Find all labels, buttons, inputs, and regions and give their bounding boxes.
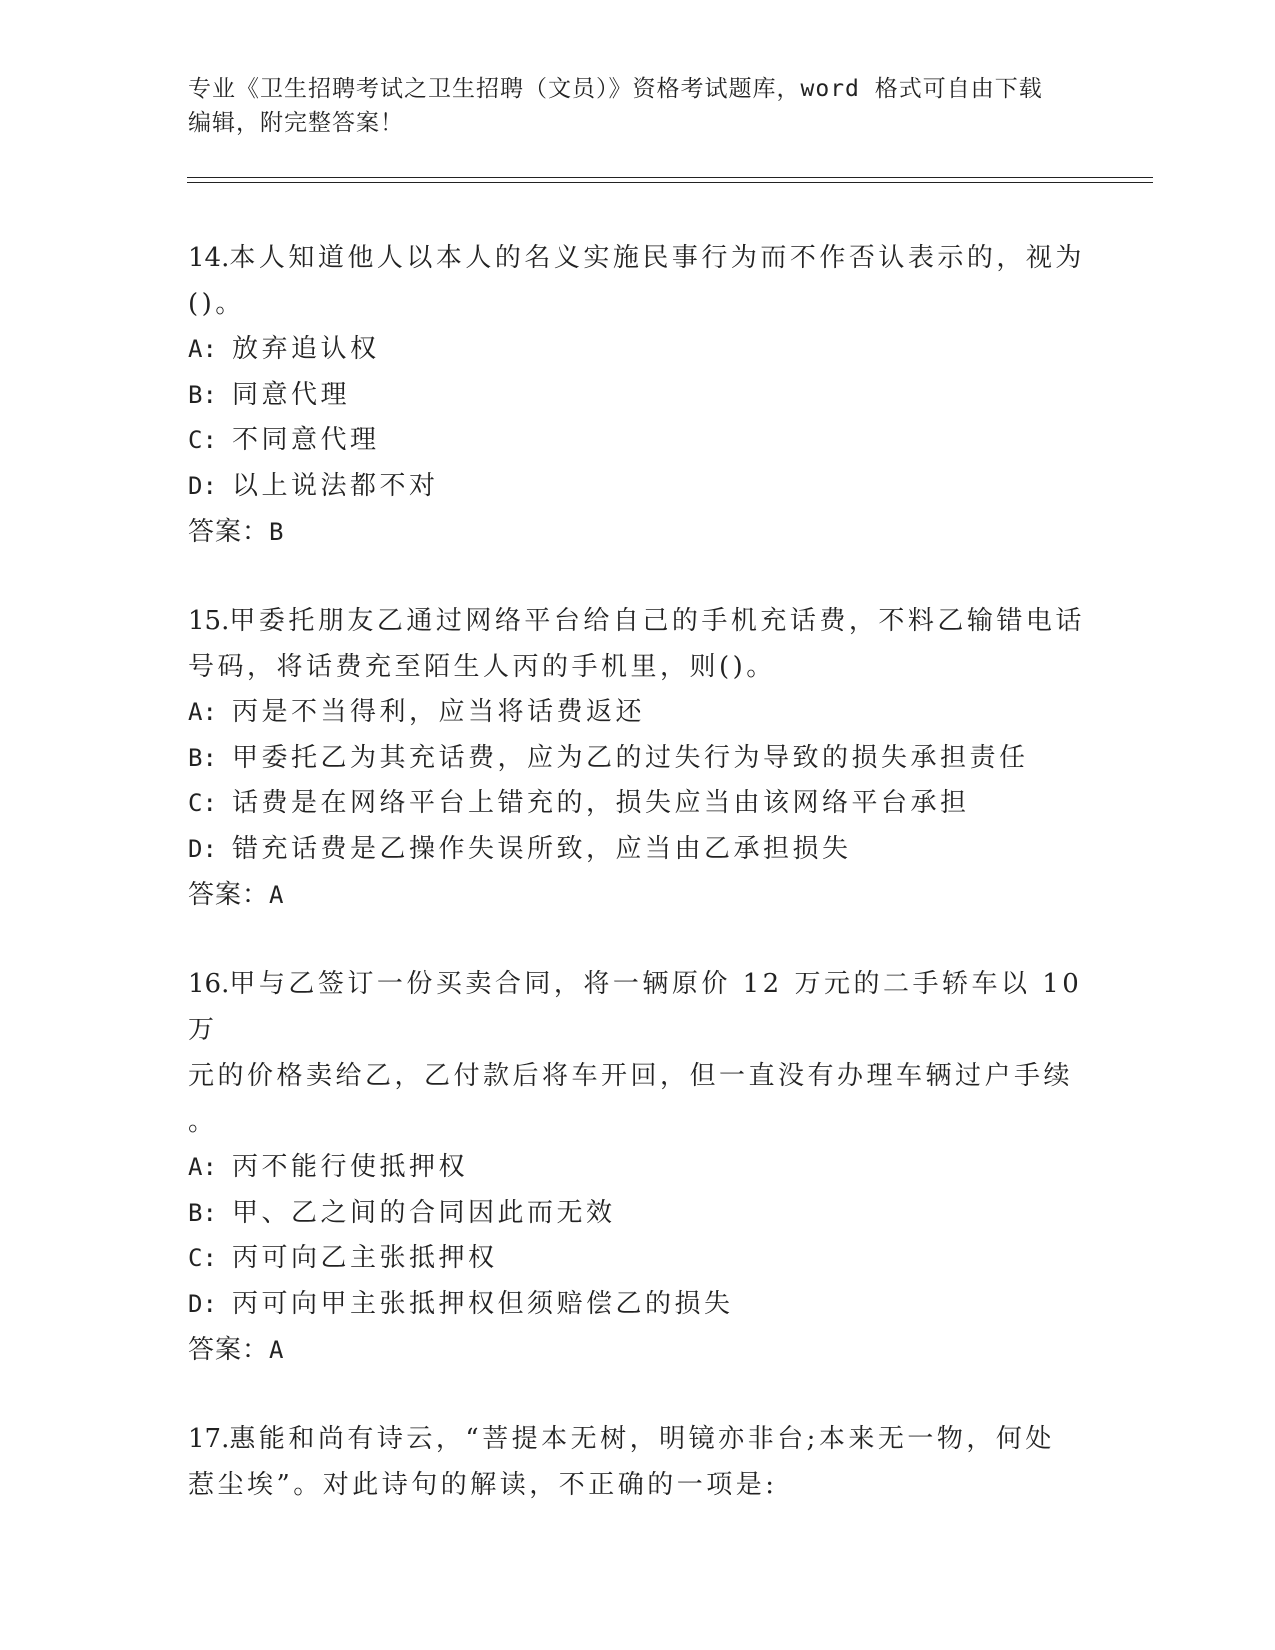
option-key: B:	[188, 380, 217, 409]
option-key: D:	[188, 834, 217, 863]
option-key: C:	[188, 426, 217, 454]
question-number: 17.	[188, 1424, 230, 1454]
option-a	[188, 327, 1088, 373]
question-text-line-2: 惹尘埃”。对此诗句的解读，不正确的一项是:	[188, 1470, 778, 1500]
answer-value: B	[269, 518, 285, 546]
option-b	[188, 1191, 1088, 1237]
option-a	[188, 1145, 1088, 1191]
question-17	[188, 1416, 1088, 1508]
option-text: 以上说法都不对	[232, 470, 439, 501]
header-divider-top	[187, 177, 1153, 178]
option-d	[188, 464, 1088, 510]
option-key: D:	[188, 1289, 217, 1318]
answer-line	[188, 509, 1088, 555]
option-c	[188, 1236, 1088, 1282]
option-text: 丙是不当得利，应当将话费返还	[232, 697, 646, 727]
question-text-line-2: ()。	[188, 289, 245, 319]
option-c	[188, 781, 1088, 827]
question-number: 15.	[188, 606, 230, 636]
header-line-2: 编辑，附完整答案！	[188, 110, 404, 136]
option-text: 错充话费是乙操作失误所致，应当由乙承担损失	[232, 833, 852, 864]
option-text: 甲、乙之间的合同因此而无效	[232, 1197, 616, 1228]
answer-value: A	[269, 881, 285, 909]
question-gap	[188, 1373, 1088, 1416]
option-d	[188, 1282, 1088, 1328]
question-gap	[188, 918, 1088, 961]
question-text-line-1: 惠能和尚有诗云，“菩提本无树，明镜亦非台;本来无一物，何处	[229, 1424, 1055, 1454]
option-a	[188, 690, 1088, 736]
option-text: 放弃追认权	[232, 334, 380, 364]
option-text: 甲委托乙为其充话费，应为乙的过失行为导致的损失承担责任	[232, 742, 1029, 773]
answer-line	[188, 872, 1088, 918]
question-stem	[188, 1416, 1088, 1462]
question-text-line-1: 甲与乙签订一份买卖合同，将一辆原价 12 万元的二手轿车以 10 万	[188, 969, 1083, 1045]
question-text-line-1: 甲委托朋友乙通过网络平台给自己的手机充话费，不料乙输错电话	[229, 606, 1085, 636]
question-stem	[188, 961, 1088, 1053]
answer-value: A	[269, 1336, 285, 1364]
answer-label: 答案：	[188, 517, 270, 547]
answer-label: 答案：	[188, 1335, 270, 1365]
document-header	[188, 72, 1068, 140]
option-key: B:	[188, 743, 217, 772]
option-key: C:	[188, 1244, 217, 1272]
question-text-line-2: 号码，将话费充至陌生人丙的手机里，则()。	[188, 652, 776, 682]
option-key: A:	[188, 335, 217, 363]
question-number: 16.	[188, 969, 230, 999]
option-key: B:	[188, 1198, 217, 1227]
question-number: 14.	[188, 243, 230, 273]
option-key: C:	[188, 789, 217, 817]
option-key: A:	[188, 698, 217, 726]
question-stem	[188, 598, 1088, 644]
option-text: 同意代理	[232, 379, 351, 410]
option-text: 不同意代理	[232, 425, 380, 455]
option-key: D:	[188, 471, 217, 500]
question-15	[188, 598, 1088, 918]
answer-label: 答案：	[188, 880, 270, 910]
option-c	[188, 418, 1088, 464]
question-text-line-3: 。	[188, 1107, 218, 1137]
option-key: A:	[188, 1153, 217, 1181]
option-b	[188, 736, 1088, 782]
header-divider-bottom	[187, 182, 1153, 183]
option-text: 话费是在网络平台上错充的，损失应当由该网络平台承担	[232, 788, 970, 818]
option-d	[188, 827, 1088, 873]
option-text: 丙不能行使抵押权	[232, 1152, 469, 1182]
question-stem	[188, 235, 1088, 281]
question-text-line-1: 本人知道他人以本人的名义实施民事行为而不作否认表示的，视为	[229, 243, 1085, 273]
question-14	[188, 235, 1088, 555]
option-b	[188, 373, 1088, 419]
answer-line	[188, 1327, 1088, 1373]
question-gap	[188, 555, 1088, 598]
question-list	[188, 235, 1088, 1508]
option-text: 丙可向乙主张抵押权	[232, 1243, 498, 1273]
option-text: 丙可向甲主张抵押权但须赔偿乙的损失	[232, 1288, 734, 1319]
question-16	[188, 961, 1088, 1373]
question-text-line-2: 元的价格卖给乙，乙付款后将车开回，但一直没有办理车辆过户手续	[188, 1061, 1074, 1091]
header-line-1: 专业《卫生招聘考试之卫生招聘（文员）》资格考试题库，word 格式可自由下载	[188, 76, 1043, 102]
